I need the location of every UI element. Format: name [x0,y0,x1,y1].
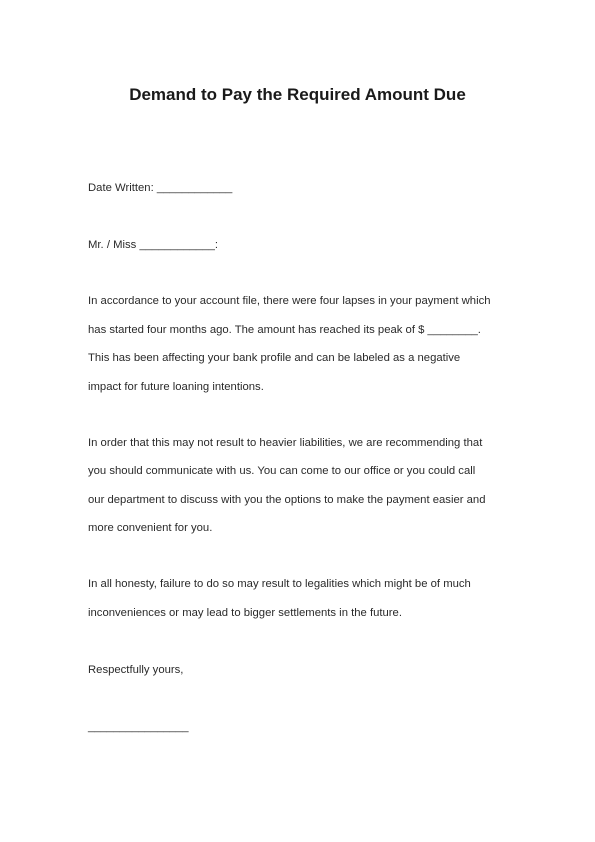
signature-line: ________________ [88,721,189,733]
paragraph2-line-4: more convenient for you. [88,522,213,534]
salutation-line: Mr. / Miss ____________: [88,239,218,251]
paragraph2-line-3: our department to discuss with you the options to make the payment easier and [88,494,486,506]
paragraph2-line-2: you should communicate with us. You can come to our office or you could call [88,465,476,477]
paragraph1-line-4: impact for future loaning intentions. [88,381,264,393]
closing-line: Respectfully yours, [88,664,184,676]
paragraph3-line-1: In all honesty, failure to do so may result to legalities which might be of much [88,578,471,590]
paragraph1-line-3: This has been affecting your bank profile and can be labeled as a negative [88,352,461,364]
paragraph1-line-1: In accordance to your account file, there were four lapses in your payment which [88,295,491,307]
paragraph2-line-1: In order that this may not result to heavier liabilities, we are recommending that [88,437,483,449]
paragraph1-line-2: has started four months ago. The amount has reached its peak of $ ________. [88,324,481,336]
paragraph3-line-2: inconveniences or may lead to bigger settlements in the future. [88,607,402,619]
document-title: Demand to Pay the Required Amount Due [129,85,466,104]
date-written-line: Date Written: ____________ [88,182,233,194]
